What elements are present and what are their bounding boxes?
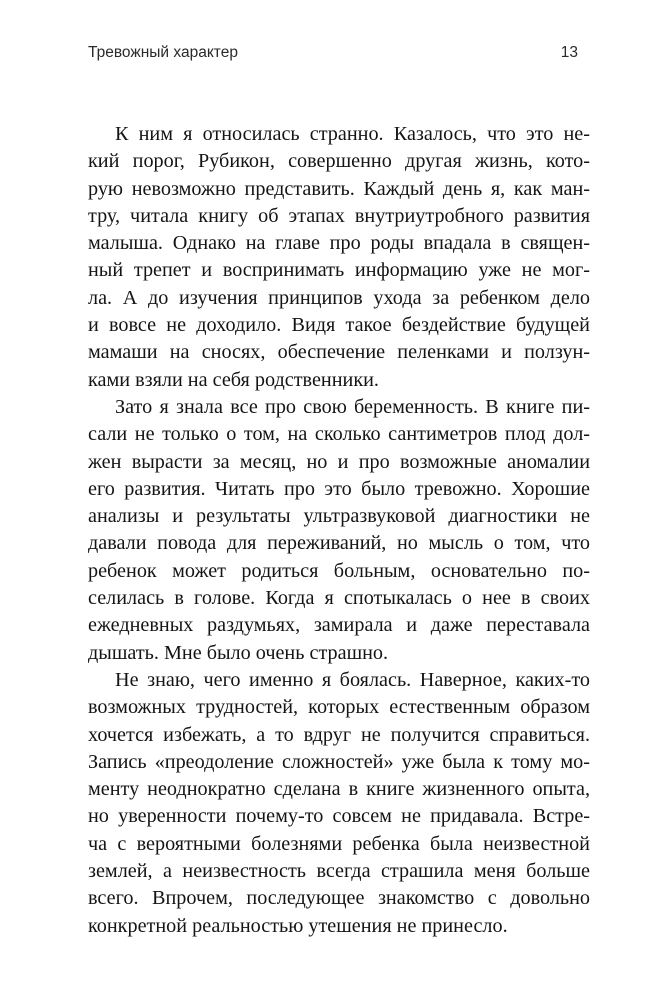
text-line: всего. Впрочем, последующее знакомство с довольно — [88, 887, 590, 910]
text-line: но уверенности почему-то совсем не придавала. Встре- — [88, 805, 590, 828]
text-line: селилась в голове. Когда я спотыкалась о нее в своих — [88, 587, 590, 610]
text-line: жен вырасти за месяц, но и про возможные аномалии — [88, 450, 590, 473]
text-line: Не знаю, чего именно я боялась. Наверное, каких-то — [115, 668, 590, 691]
text-line: ребенок может родиться больным, основательно по- — [88, 559, 590, 582]
text-line: его развития. Читать про это было тревожно. Хорошие — [88, 477, 590, 500]
text-line: конкретной реальностью утешения не принесло. — [88, 914, 508, 937]
text-line: К ним я относилась странно. Казалось, что это не- — [115, 123, 590, 145]
text-line: тру, читала книгу об этапах внутриутробного развития — [88, 204, 590, 227]
text-line: рую невозможно представить. Каждый день я, как ман- — [88, 177, 590, 200]
text-line: и вовсе не доходило. Видя такое бездействие будущей — [88, 314, 590, 337]
text-line: ежедневных раздумьях, замирала и даже переставала — [88, 614, 590, 637]
text-line: Зато я знала все про свою беременность. В книге пи- — [115, 395, 590, 418]
body-text — [88, 121, 590, 940]
text-line: кий порог, Рубикон, совершенно другая жизнь, кото- — [88, 150, 590, 173]
text-line: анализы и результаты ультразвуковой диагностики не — [88, 505, 590, 528]
text-line: мамаши на сносях, обеспечение пеленками и ползун- — [88, 341, 590, 364]
text-line: малыша. Однако на главе про роды впадала в священ- — [88, 232, 590, 255]
text-line: ла. А до изучения принципов ухода за ребенком дело — [88, 286, 590, 309]
text-line: менту неоднократно сделана в книге жизненного опыта, — [88, 778, 590, 801]
text-line: ками взяли на себя родственники. — [88, 368, 379, 391]
text-line: сали не только о том, на сколько сантиметров плод дол- — [88, 423, 590, 446]
text-line: ча с вероятными болезнями ребенка была неизвестной — [88, 832, 590, 855]
running-head-title: Тревожный характер — [88, 44, 238, 61]
text-line: землей, а неизвестность всегда страшила меня больше — [88, 860, 590, 883]
page-number: 13 — [560, 44, 578, 61]
text-line: ный трепет и воспринимать информацию уже не мог- — [88, 259, 590, 282]
text-line: дышать. Мне было очень страшно. — [88, 641, 389, 664]
paragraph-1 — [88, 121, 590, 394]
text-line: Запись «преодоление сложностей» уже была к тому мо- — [88, 750, 590, 773]
text-line: давали повода для переживаний, но мысль о том, что — [88, 532, 590, 555]
text-line: хочется избежать, а то вдруг не получится справиться. — [88, 723, 590, 746]
text-line: возможных трудностей, которых естественным образом — [88, 696, 590, 719]
paragraph-2 — [88, 394, 590, 667]
paragraph-3 — [88, 667, 590, 940]
